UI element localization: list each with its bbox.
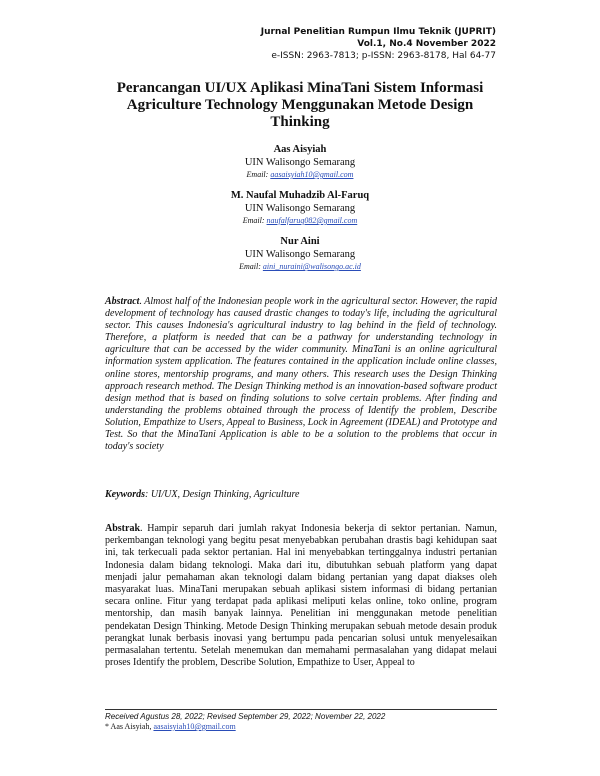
author-name: Nur Aini bbox=[280, 236, 320, 247]
author-email-link[interactable]: aasaisyiah10@gmail.com bbox=[270, 170, 354, 179]
corresponding-email-link[interactable]: aasaisyiah10@gmail.com bbox=[153, 722, 236, 731]
keywords-label: Keywords bbox=[105, 489, 145, 500]
footnote bbox=[105, 712, 497, 732]
received-dates: Received Agustus 28, 2022; Revised September 29, 2022; November 22, 2022 bbox=[105, 712, 386, 721]
author-3 bbox=[100, 235, 500, 272]
email-label: Email: bbox=[246, 170, 269, 179]
journal-issn: e-ISSN: 2963-7813; p-ISSN: 2963-8178, Hal 64-77 bbox=[271, 51, 496, 61]
title-line: Thinking bbox=[270, 114, 330, 130]
abstrak-text: . Hampir separuh dari jumlah rakyat Indonesia bekerja di sektor pertanian. Namun, perkembangan teknologi yang begitu pesat menyebabkan perubahan drastis bagi kehidupan saat ini, tak terkecuali pada sektor pertanian. Hal ini menyebabkan tertinggalnya industri pertanian Indonesia dalam bidang teknologi. Maka dari itu, dibutuhkan sebuah platform yang dapat menjadi jalur pemahaman akan teknologi dalam bidang pertanian yang dapat diakses oleh masyarakat luas. MinaTani merupakan sebuah aplikasi sistem informasi di bidang pertanian secara online. Fitur yang terdapat pada aplikasi meliputi kelas online, toko online, program mentorship, dan masih banyak lainnya. Penelitian ini menggunakan metode penelitian pendekatan Design Thinking. Metode Design Thinking merupakan sebuah metode desain produk perangkat lunak berbasis inovasi yang bertumpu pada pencarian solusi untuk menyelesaikan permasalahan tertentu. Setelah menemukan dan memahami permasalahan yang didapat melaui proses Identify the problem, Describe Solution, Empathize to User, Appeal to bbox=[105, 523, 497, 669]
title-line: Perancangan UI/UX Aplikasi MinaTani Sistem Informasi bbox=[116, 80, 484, 96]
author-name: M. Naufal Muhadzib Al-Faruq bbox=[230, 190, 370, 201]
abstract-text: . Almost half of the Indonesian people work in the agricultural sector. However, the rapid development of technology has caused drastic changes to today's life, including the agricultural sector. This causes Indonesia's agricultural industry to lag behind in the field of technology. Therefore, a platform is needed that can be a pathway for understanding technology in agriculture that can be accessed by the wider community. MinaTani is an online agricultural information system application. The features contained in the application include online classes, online stores, mentorship programs, and many others. This research uses the Design Thinking approach research method. The Design Thinking method is an innovation-based software product design method that is based on finding solutions to solve certain problems. After finding and understanding the problems obtained through the process of Identify the problem, Describe Solution, Empathize to Users, Appeal to Business, Lock in Agreement (IDEAL) and Prototype and Test. So that the MinaTani Application is able to be a solution to the problems that occur in today's society bbox=[105, 296, 497, 453]
author-email-link[interactable]: aini_nuraini@walisongo.ac.id bbox=[262, 262, 361, 271]
abstract-indonesian bbox=[105, 523, 497, 669]
abstract-label: Abstract bbox=[105, 296, 140, 307]
email-label: Email: bbox=[242, 216, 265, 225]
email-label: Email: bbox=[239, 262, 261, 271]
author-email-link[interactable]: naufalfaruq082@gmail.com bbox=[266, 216, 358, 225]
author-1 bbox=[100, 143, 500, 180]
abstract-english bbox=[105, 296, 497, 453]
author-affiliation: UIN Walisongo Semarang bbox=[244, 249, 356, 260]
abstrak-label: Abstrak bbox=[105, 523, 141, 534]
corresponding-prefix: * Aas Aisyiah, bbox=[105, 722, 154, 731]
corresponding-author bbox=[105, 722, 497, 732]
author-affiliation: UIN Walisongo Semarang bbox=[244, 203, 356, 214]
footnote-divider bbox=[105, 709, 497, 710]
author-2 bbox=[100, 189, 500, 226]
paper-title bbox=[100, 80, 500, 131]
author-email-line bbox=[100, 261, 500, 272]
journal-volume: Vol.1, No.4 November 2022 bbox=[357, 39, 496, 49]
journal-name: Jurnal Penelitian Rumpun Ilmu Teknik (JUPRIT) bbox=[260, 27, 496, 37]
title-line: Agriculture Technology Menggunakan Metode Design bbox=[126, 97, 474, 113]
author-affiliation: UIN Walisongo Semarang bbox=[244, 157, 356, 168]
author-email-line bbox=[100, 169, 500, 180]
author-email-line bbox=[100, 215, 500, 226]
author-name: Aas Aisyiah bbox=[273, 144, 327, 155]
journal-header bbox=[261, 26, 496, 62]
keywords bbox=[105, 489, 497, 500]
keywords-text: : UI/UX, Design Thinking, Agriculture bbox=[145, 489, 300, 500]
